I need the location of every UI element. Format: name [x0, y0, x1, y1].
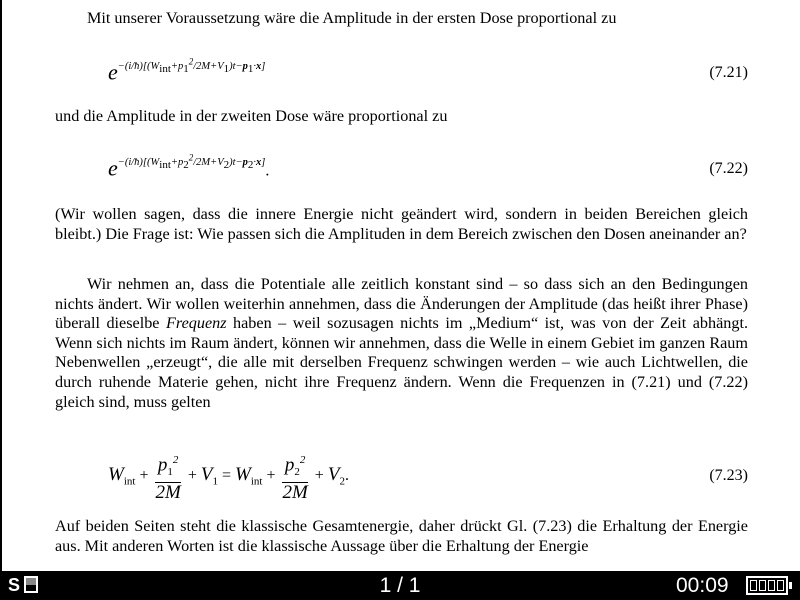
- paragraph-2: und die Amplitude in der zweiten Dose wäre proportional zu: [55, 107, 448, 125]
- equation-formula: $W_{int}$ + $\frac{p_1^2}{2M}$ + $V_1 = W_{int}$ + $\frac{p_2^2}{2M}$ + $V_2$.: [108, 450, 349, 503]
- mode-indicator: S: [8, 575, 21, 595]
- battery-icon: [746, 576, 788, 595]
- page-edge: [0, 0, 2, 571]
- equation-number: (7.23): [709, 467, 748, 484]
- equation-number: (7.22): [709, 160, 748, 177]
- paragraph-3: (Wir wollen sagen, dass die innere Energie nicht geändert wird, sondern in beiden Bereichen gleich bleibt.) Die Frage ist: Wie passen sich die Amplituden in dem Bereich zwischen den Dosen aneinander an?: [55, 205, 748, 243]
- clock: 00:09: [676, 574, 729, 597]
- equation-formula: $e^{-(i/ħ)[(W_{int}+p_1^2/2M+V_1)t-p_1\cdot x]}$: [108, 56, 266, 85]
- paragraph-1: Mit unserer Voraussetzung wäre die Amplitude in der ersten Dose proportional zu: [87, 9, 617, 27]
- paragraph-5: Auf beiden Seiten steht die klassische Gesamtenergie, daher drückt Gl. (7.23) die Erhaltung der Energie aus. Mit anderen Worten ist die klassische Aussage über die Erhaltung der Energie: [55, 517, 748, 555]
- page-indicator: 1 / 1: [379, 574, 421, 597]
- equation-number: (7.21): [709, 64, 748, 81]
- paragraph-4: Wir nehmen an, dass die Potentiale alle zeitlich konstant sind – so dass sich an den Bedingungen nichts ändert. Wir wollen weiterhin annehmen, dass die Änderungen der Amplitude (das heißt ihrer Phase) überall dieselbe Frequenz haben – weil sozusagen nichts im „Medium“ ist, was von der Zeit abhängt. Wenn sich nichts im Raum ändert, können wir annehmen, dass die Welle in einem Gebiet im ganzen Raum Nebenwellen „erzeugt“, die alle mit derselben Frequenz schwingen werden – wie auch Lichtwellen, die durch ruhende Materie gehen, nicht ihre Frequenz ändern. Wenn die Frequenzen in (7.21) und (7.22) gleich sind, muss gelten: [55, 275, 748, 411]
- equation-formula: $e^{-(i/ħ)[(W_{int}+p_2^2/2M+V_2)t-p_2\cdot x]}$.: [108, 152, 270, 181]
- status-bar: [0, 571, 800, 600]
- emphasis: Frequenz: [165, 314, 227, 333]
